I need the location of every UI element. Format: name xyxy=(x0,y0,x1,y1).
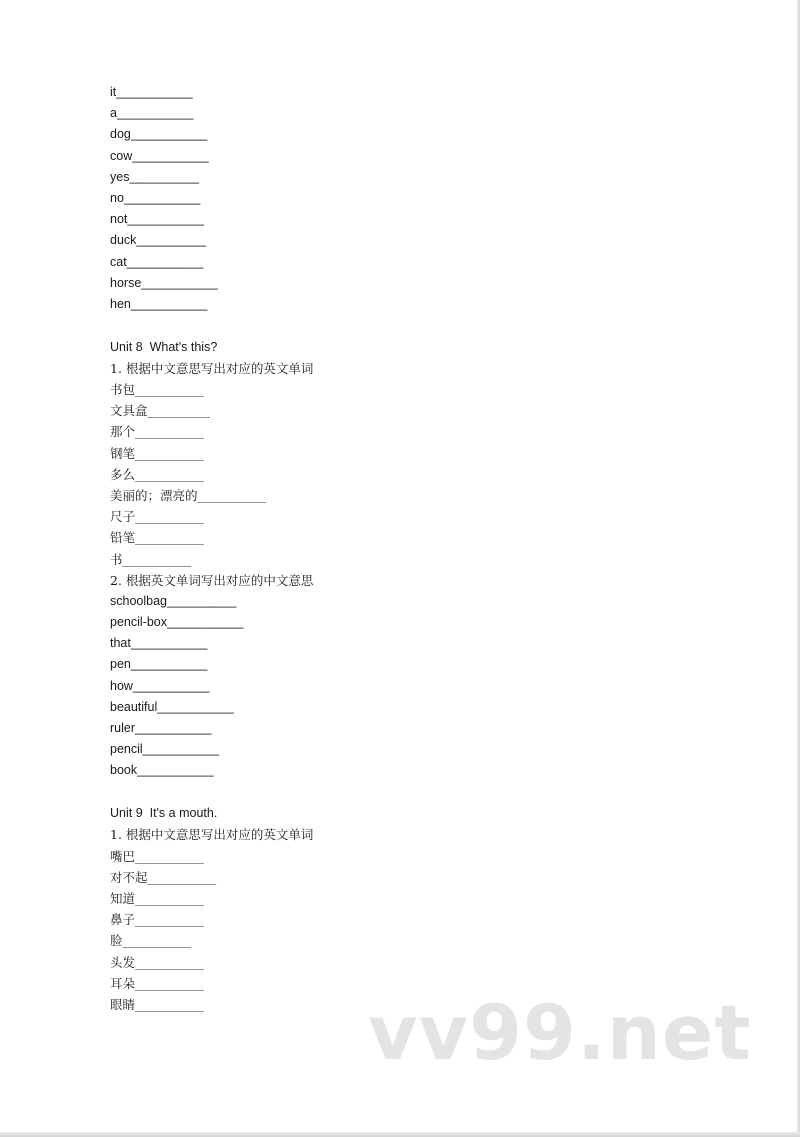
section-spacer xyxy=(110,315,710,337)
vocab-line: 嘴巴___________ xyxy=(110,848,204,864)
page-bottom-edge xyxy=(0,1132,800,1137)
unit9-part1-title: 1. 根据中文意思写出对应的英文单词 xyxy=(110,827,314,843)
unit8-heading: Unit 8 What's this? xyxy=(110,339,218,354)
vocab-line: pen___________ xyxy=(110,657,208,672)
vocab-line: ruler___________ xyxy=(110,721,212,736)
vocab-line: 文具盒__________ xyxy=(110,403,211,419)
vocab-line: 多么___________ xyxy=(110,466,204,482)
vocab-line: 钢笔___________ xyxy=(110,445,204,461)
vocab-line: pencil___________ xyxy=(110,742,220,757)
unit8-part1-title: 1. 根据中文意思写出对应的英文单词 xyxy=(110,360,314,376)
vocab-line: not___________ xyxy=(110,212,204,227)
vocab-line: hen___________ xyxy=(110,296,208,311)
vocab-line: it___________ xyxy=(110,85,193,99)
worksheet-content xyxy=(110,82,710,1015)
vocab-line: schoolbag__________ xyxy=(110,593,237,608)
unit9-heading: Unit 9 It's a mouth. xyxy=(110,806,218,821)
vocab-line: 耳朵___________ xyxy=(110,975,204,991)
vocab-line: 脸___________ xyxy=(110,933,192,949)
vocab-line: book___________ xyxy=(110,763,214,778)
vocab-line: 眼睛___________ xyxy=(110,996,204,1012)
vocab-line: 知道___________ xyxy=(110,890,204,906)
vocab-line: yes__________ xyxy=(110,169,199,184)
vocab-line: cat___________ xyxy=(110,254,204,269)
vocab-line: how___________ xyxy=(110,678,210,693)
unit8-part2-title: 2. 根据英文单词写出对应的中文意思 xyxy=(110,572,314,588)
vocab-line: cow___________ xyxy=(110,148,209,163)
vocab-line: beautiful___________ xyxy=(110,699,234,714)
section-spacer xyxy=(110,782,710,804)
vocab-line: pencil-box___________ xyxy=(110,615,244,630)
site-watermark: vv99.net xyxy=(368,988,752,1077)
vocab-line: duck__________ xyxy=(110,233,206,248)
vocab-line: no___________ xyxy=(110,190,201,205)
vocab-line: 书包___________ xyxy=(110,382,204,398)
vocab-line: 头发___________ xyxy=(110,954,204,970)
vocab-line: 那个___________ xyxy=(110,424,204,440)
vocab-line: 对不起___________ xyxy=(110,869,217,885)
vocab-line: dog___________ xyxy=(110,127,208,142)
vocab-line: 美丽的；漂亮的___________ xyxy=(110,487,267,503)
vocab-line: 尺子___________ xyxy=(110,509,204,525)
vocab-line: 鼻子___________ xyxy=(110,912,204,928)
vocab-line: 铅笔___________ xyxy=(110,530,204,546)
vocab-line: a___________ xyxy=(110,106,194,121)
vocab-line: horse___________ xyxy=(110,275,218,290)
vocab-line: that___________ xyxy=(110,636,208,651)
vocab-line: 书___________ xyxy=(110,551,192,567)
